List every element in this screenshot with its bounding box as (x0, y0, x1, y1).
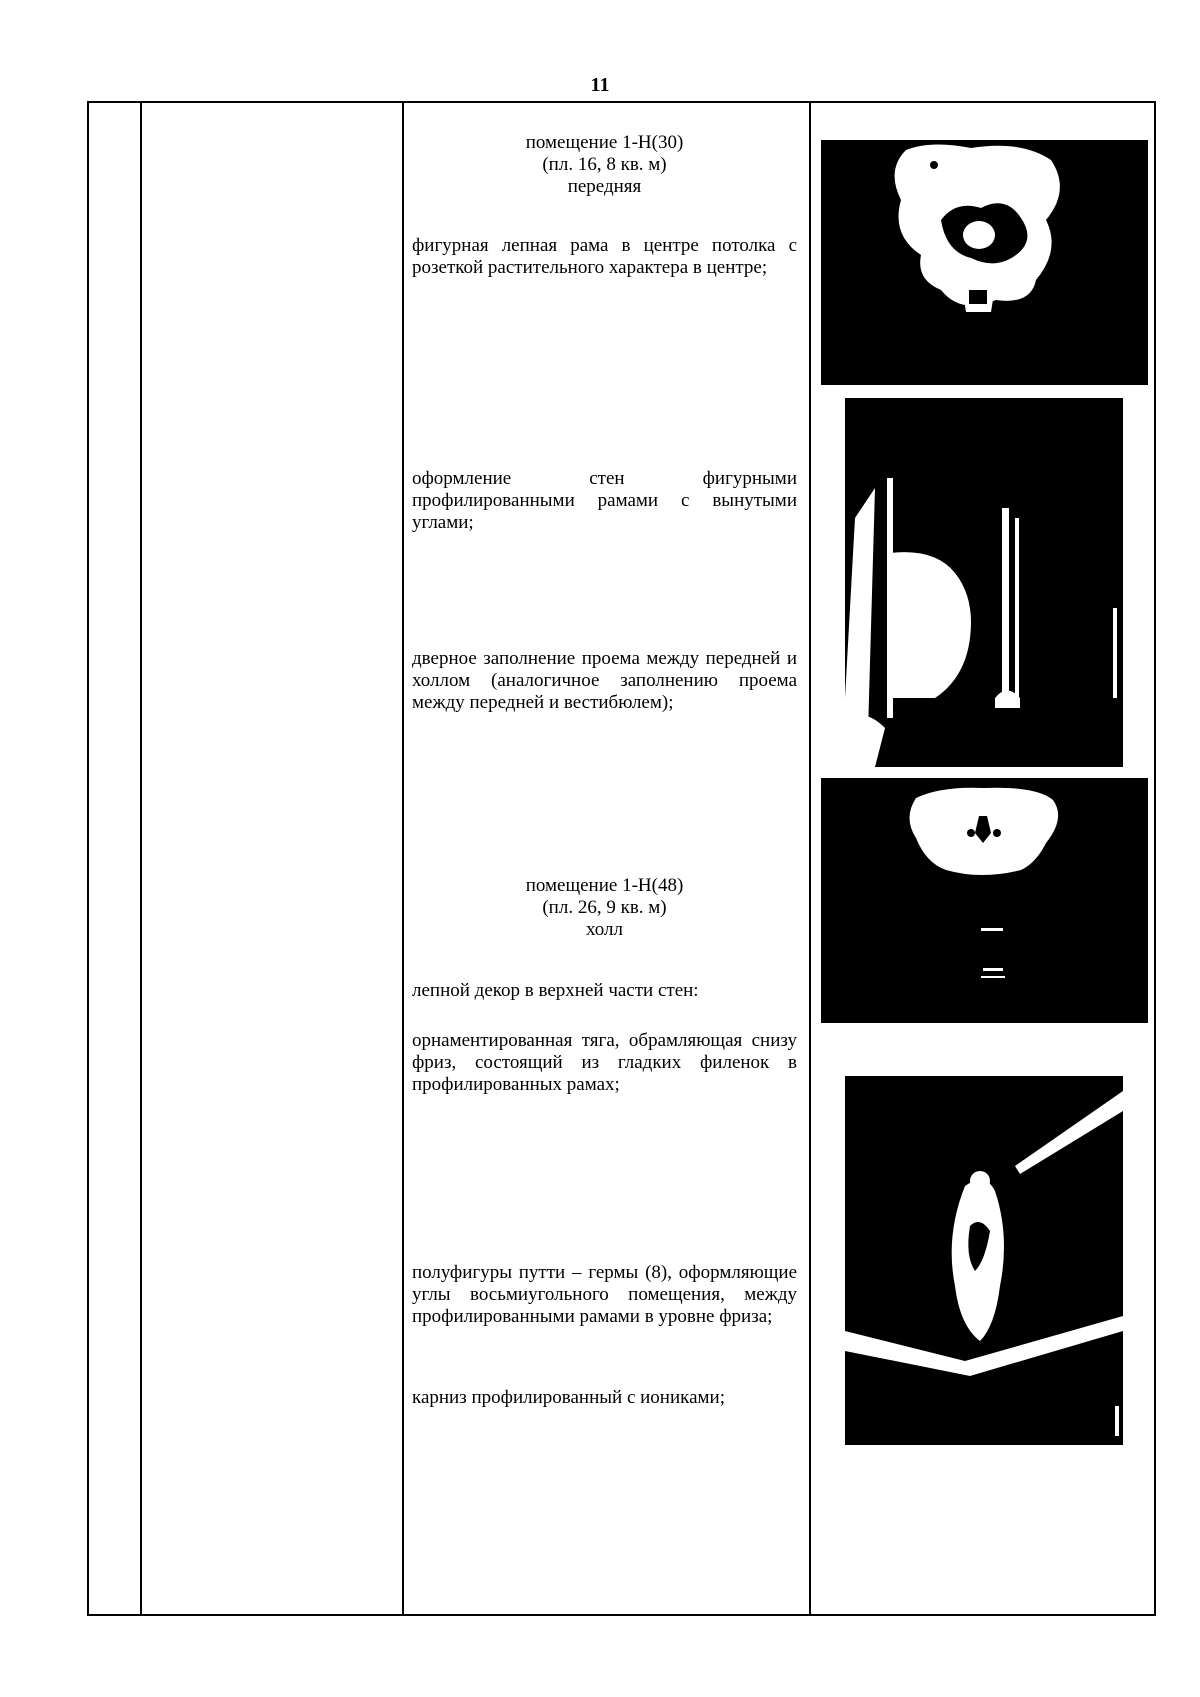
photo-herm-putto (845, 1076, 1123, 1445)
column-divider-2 (402, 101, 404, 1616)
description-item: полуфигуры путти – гермы (8), оформляющие углы восьмиугольного помещения, между профилированными рамами в уровне фриза; (412, 1262, 797, 1327)
section-heading-2 (412, 875, 797, 941)
description-item: орнаментированная тяга, обрамляющая снизу фриз, состоящий из гладких филенок в профилированных рамах; (412, 1030, 797, 1095)
description-item: карниз профилированный с иониками; (412, 1387, 725, 1408)
room-area: (пл. 16, 8 кв. м) (542, 154, 667, 175)
description-item: лепной декор в верхней части стен: (412, 980, 699, 1001)
page-number: 11 (590, 74, 610, 96)
room-number: помещение 1-Н(30) (525, 132, 684, 153)
room-name: передняя (567, 176, 642, 197)
description-item: дверное заполнение проема между передней и холлом (аналогичное заполнению проема между передней и вестибюлем); (412, 648, 797, 713)
description-item: фигурная лепная рама в центре потолка с розеткой растительного характера в центре; (412, 235, 797, 278)
room-number: помещение 1-Н(48) (525, 875, 684, 896)
room-area: (пл. 26, 9 кв. м) (542, 897, 667, 918)
description-item: оформление стен фигурными профилированными рамами с вынутыми углами; (412, 468, 797, 533)
photo-ceiling-rosette (821, 140, 1148, 385)
section-heading-1 (412, 132, 797, 198)
column-divider-3 (809, 101, 811, 1616)
room-name: холл (586, 919, 623, 940)
photo-ceiling-oval (821, 778, 1148, 1023)
column-divider-1 (140, 101, 142, 1616)
photo-wall-frames (845, 398, 1123, 767)
